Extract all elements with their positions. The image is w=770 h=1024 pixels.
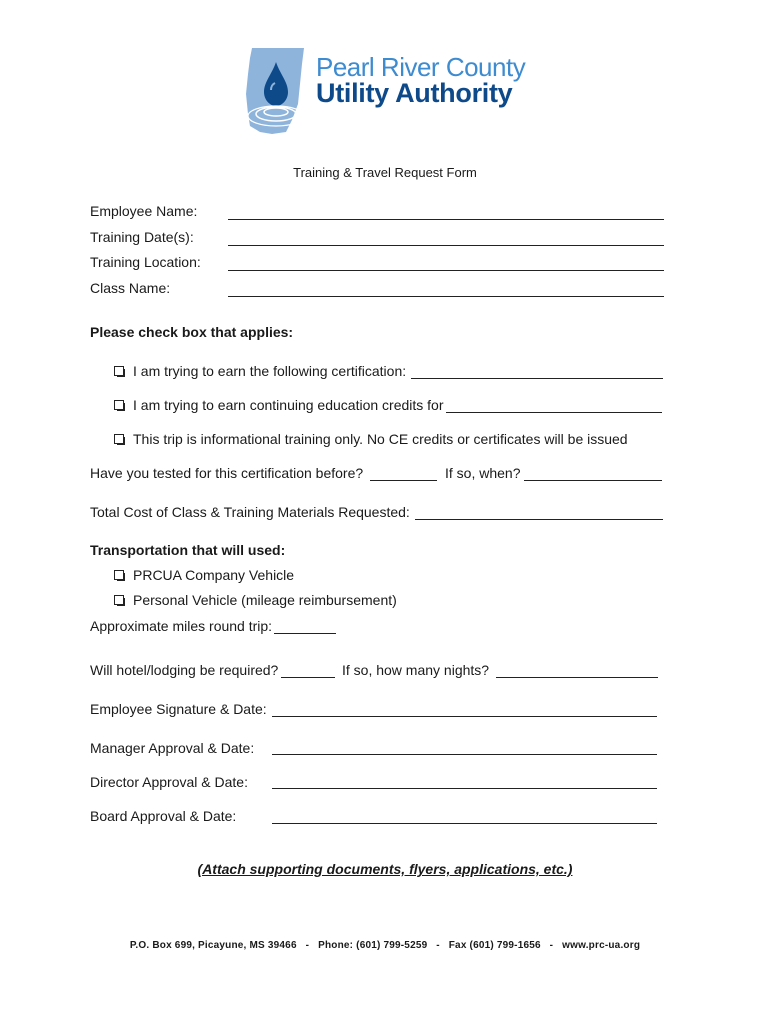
check-option-label: I am trying to earn continuing education credits for: [133, 397, 444, 413]
hotel-field[interactable]: [281, 676, 335, 678]
check-heading: Please check box that applies:: [90, 324, 294, 340]
employee-name-field[interactable]: [228, 218, 664, 220]
county-map-drop-icon: [242, 44, 312, 138]
checkbox[interactable]: [114, 366, 125, 377]
employee-signature-field[interactable]: [272, 715, 657, 717]
hotel-label: Will hotel/lodging be required?: [90, 662, 279, 678]
tested-question: Have you tested for this certification before?: [90, 465, 364, 481]
tested-when-label: If so, when?: [445, 465, 521, 481]
transport-option-label: PRCUA Company Vehicle: [133, 567, 295, 583]
board-approval-label: Board Approval & Date:: [90, 808, 237, 824]
transport-option-personal: [114, 592, 397, 608]
ce-credits-field[interactable]: [446, 411, 662, 413]
employee-name-label: Employee Name:: [90, 203, 198, 219]
director-approval-field[interactable]: [272, 787, 657, 789]
miles-label: Approximate miles round trip:: [90, 618, 273, 634]
certification-field[interactable]: [411, 377, 663, 379]
tested-when-field[interactable]: [524, 479, 662, 481]
nights-field[interactable]: [496, 676, 658, 678]
transport-option-company: [114, 567, 294, 583]
training-dates-label: Training Date(s):: [90, 229, 194, 245]
footer-contact: P.O. Box 699, Picayune, MS 39466 - Phone: (601) 799-5259 - Fax (601) 799-1656 - www.prc-ua.org: [129, 940, 641, 951]
tested-field[interactable]: [370, 479, 437, 481]
check-option-label: This trip is informational training only. No CE credits or certificates will be issued: [133, 431, 628, 447]
check-option-certification: [114, 363, 406, 379]
checkbox[interactable]: [114, 595, 125, 606]
training-location-label: Training Location:: [90, 254, 201, 270]
total-cost-field[interactable]: [415, 518, 663, 520]
check-option-ce-credits: [114, 397, 444, 413]
miles-field[interactable]: [274, 632, 336, 634]
logo-line-2: Utility Authority: [316, 78, 513, 108]
class-name-label: Class Name:: [90, 280, 171, 296]
training-location-field[interactable]: [228, 269, 664, 271]
total-cost-label: Total Cost of Class & Training Materials Requested:: [90, 504, 410, 520]
nights-label: If so, how many nights?: [342, 662, 490, 678]
form-title: Training & Travel Request Form: [293, 165, 477, 180]
class-name-field[interactable]: [228, 295, 664, 297]
checkbox[interactable]: [114, 570, 125, 581]
check-option-informational: [114, 431, 628, 447]
attach-note: (Attach supporting documents, flyers, applications, etc.): [197, 861, 573, 877]
checkbox[interactable]: [114, 434, 125, 445]
checkbox[interactable]: [114, 400, 125, 411]
check-option-label: I am trying to earn the following certification:: [133, 363, 407, 379]
transport-heading: Transportation that will used:: [90, 542, 286, 558]
manager-approval-field[interactable]: [272, 753, 657, 755]
transport-option-label: Personal Vehicle (mileage reimbursement): [133, 592, 397, 608]
logo-line-1: Pearl River County: [316, 52, 526, 82]
board-approval-field[interactable]: [272, 822, 657, 824]
employee-signature-label: Employee Signature & Date:: [90, 701, 267, 717]
director-approval-label: Director Approval & Date:: [90, 774, 248, 790]
logo: [242, 44, 542, 138]
training-dates-field[interactable]: [228, 244, 664, 246]
manager-approval-label: Manager Approval & Date:: [90, 740, 255, 756]
